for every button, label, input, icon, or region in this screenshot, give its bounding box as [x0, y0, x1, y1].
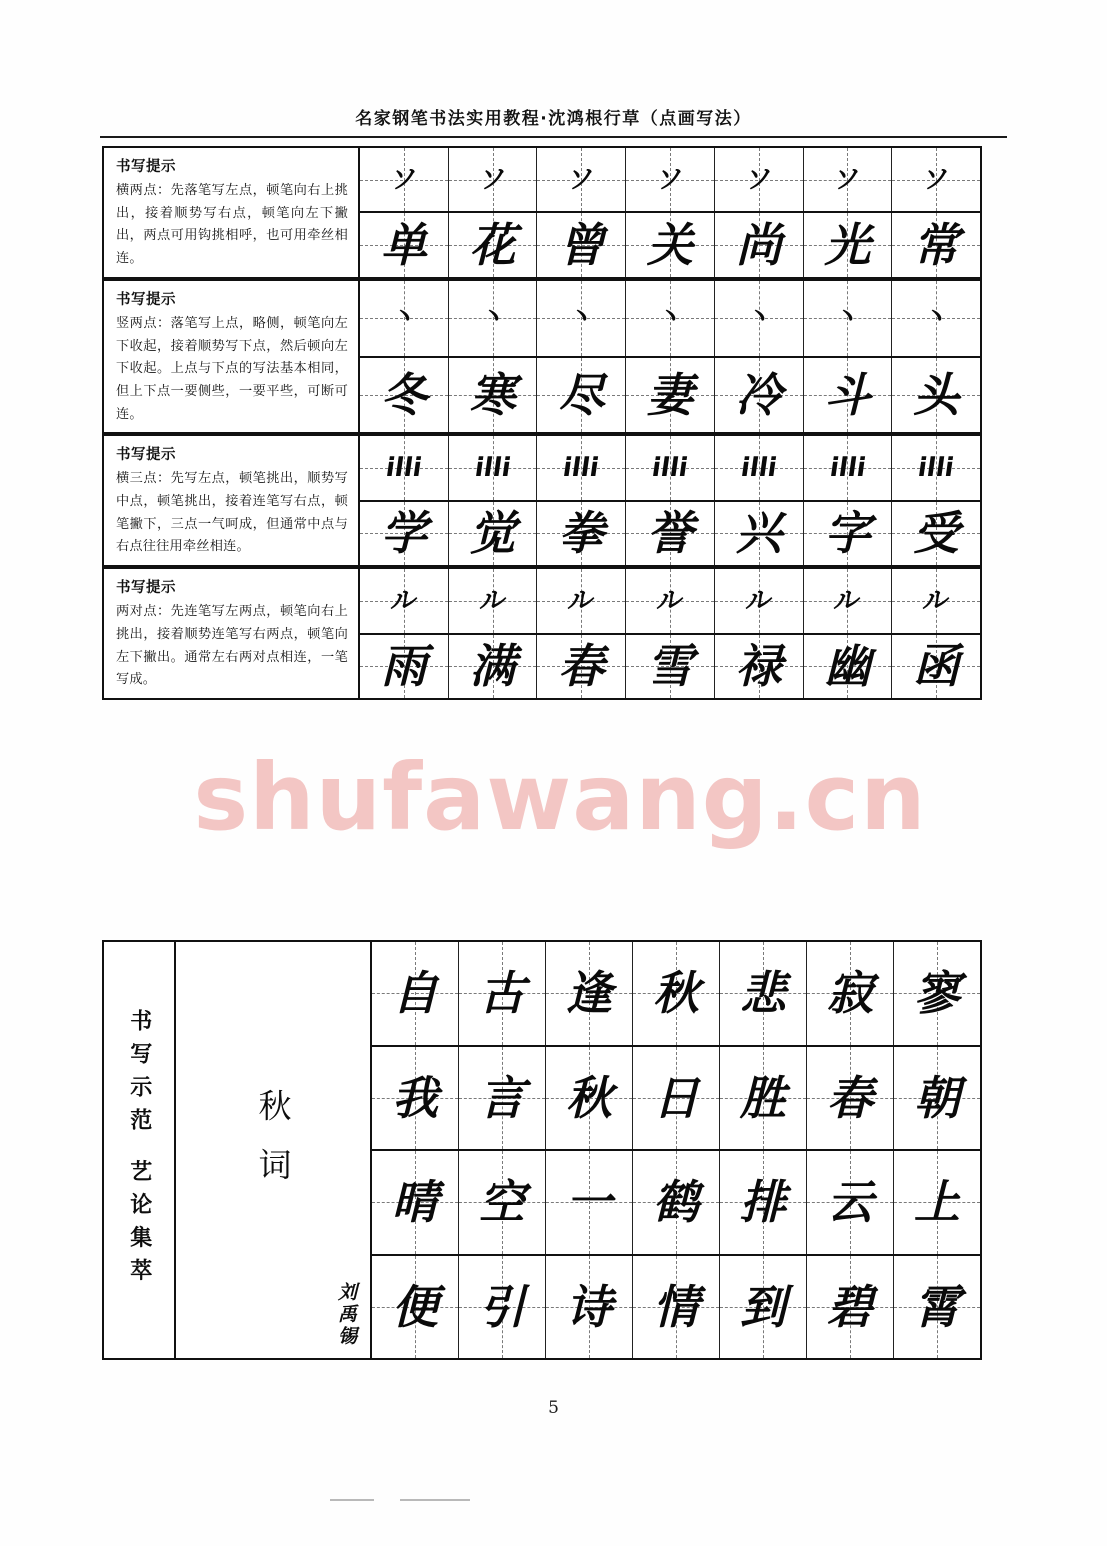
character-cell — [360, 358, 449, 433]
stroke-glyph: ル — [743, 585, 774, 616]
practice-grid — [360, 281, 980, 433]
stroke-glyph: ル — [654, 585, 686, 616]
character-cell — [537, 502, 626, 565]
poem-glyph: 寂 — [827, 966, 873, 1021]
tip-text: 两对点：先连笔写左两点，顿笔向右上挑出，接着顺势连笔写右两点，顿笔向左下撇出。通常左右两对点相连，一笔写成。 — [116, 604, 348, 688]
character-cell — [449, 635, 538, 698]
character-cell — [626, 635, 715, 698]
poem-cell — [546, 1047, 633, 1150]
stroke-cell — [626, 148, 715, 211]
character-glyph: 春 — [558, 639, 605, 694]
stroke-glyph: 丶 — [921, 303, 952, 334]
poem-cell — [720, 1047, 807, 1150]
character-cell — [715, 213, 804, 276]
poem-glyph: 云 — [827, 1175, 873, 1230]
character-glyph: 学 — [380, 506, 427, 561]
character-glyph: 斗 — [824, 367, 871, 422]
poem-glyph: 日 — [653, 1070, 699, 1125]
poem-title-column — [176, 942, 372, 1358]
poem-cell — [633, 1047, 720, 1150]
stroke-cell — [892, 148, 980, 211]
stroke-glyph: illi — [472, 453, 513, 484]
character-cell — [626, 213, 715, 276]
writing-tip-panel — [104, 281, 360, 433]
tip-heading: 书写提示 — [116, 580, 176, 597]
poem-glyph: 晴 — [392, 1175, 438, 1230]
character-glyph: 尽 — [558, 367, 605, 422]
poem-glyph: 引 — [479, 1279, 525, 1334]
stroke-glyph: ソ — [743, 164, 774, 195]
lesson-block — [104, 148, 980, 281]
character-cell — [360, 213, 449, 276]
poem-glyph: 古 — [479, 966, 525, 1021]
poem-glyph: 逢 — [566, 966, 612, 1021]
stroke-glyph: illi — [738, 453, 779, 484]
page-header-title: 名家钢笔书法实用教程·沈鸿根行草（点画写法） — [355, 109, 752, 129]
stroke-glyph: illi — [916, 453, 957, 484]
demo-section-label-text: 书写示范 艺论集萃 — [126, 1008, 152, 1292]
tip-text: 横三点：先写左点，顿笔挑出，顺势写中点，顿笔挑出，接着连笔写右点，顿笔撇下，三点一气呵成，但通常中点与右点往往用牵丝相连。 — [116, 471, 348, 555]
stroke-cell — [360, 569, 449, 632]
poem-author: 刘禹锡 — [335, 1282, 357, 1348]
character-cell — [715, 635, 804, 698]
stroke-cell — [804, 436, 893, 499]
character-glyph: 单 — [380, 218, 427, 273]
tip-heading: 书写提示 — [116, 291, 176, 308]
poem-cell — [633, 1256, 720, 1359]
tip-text: 竖两点：落笔写上点，略侧，顿笔向左下收起，接着顺势写下点，然后顿向左下收起。上点与下点的写法基本相同，但上下点一要侧些，一要平些，可断可连。 — [116, 315, 348, 422]
character-glyph: 雪 — [647, 639, 694, 694]
stroke-glyph: ル — [566, 585, 597, 616]
stroke-demo-row — [360, 436, 980, 499]
stroke-glyph: ル — [388, 585, 419, 616]
stroke-cell — [892, 436, 980, 499]
stroke-demo-row — [360, 148, 980, 211]
stroke-glyph: ソ — [921, 164, 952, 195]
character-cell — [360, 502, 449, 565]
poem-glyph: 碧 — [827, 1279, 873, 1334]
character-glyph: 曾 — [558, 218, 605, 273]
stroke-glyph: 丶 — [388, 303, 419, 334]
character-cell — [537, 213, 626, 276]
character-cell — [626, 502, 715, 565]
poem-cell — [894, 1151, 980, 1254]
character-glyph: 函 — [913, 639, 960, 694]
stroke-glyph: illi — [827, 453, 868, 484]
stroke-cell — [449, 569, 538, 632]
poem-row — [372, 1047, 980, 1152]
poem-row — [372, 942, 980, 1047]
stroke-glyph: ソ — [566, 164, 597, 195]
lesson-block — [104, 569, 980, 698]
character-glyph: 头 — [913, 367, 960, 422]
header-divider-rule — [100, 136, 1007, 138]
stroke-cell — [537, 281, 626, 356]
footer-mark — [330, 1499, 374, 1501]
character-glyph: 幽 — [824, 639, 871, 694]
writing-tip-panel — [104, 148, 360, 277]
stroke-demo-row — [360, 569, 980, 632]
stroke-glyph: ル — [921, 585, 952, 616]
stroke-glyph: illi — [561, 453, 602, 484]
character-glyph: 觉 — [469, 506, 516, 561]
poem-glyph: 寥 — [914, 966, 960, 1021]
poem-glyph: 上 — [914, 1175, 960, 1230]
poem-cell — [720, 1256, 807, 1359]
stroke-glyph: illi — [383, 453, 424, 484]
poem-glyph: 悲 — [740, 966, 786, 1021]
character-glyph: 花 — [469, 218, 516, 273]
lesson-block — [104, 436, 980, 569]
calligraphy-demo-panel — [102, 940, 982, 1360]
stroke-glyph: ル — [832, 585, 863, 616]
poem-glyph: 春 — [827, 1070, 873, 1125]
stroke-cell — [537, 148, 626, 211]
character-cell — [892, 213, 980, 276]
poem-glyph: 空 — [479, 1175, 525, 1230]
poem-cell — [372, 1151, 459, 1254]
character-cell — [537, 358, 626, 433]
poem-glyph: 诗 — [566, 1279, 612, 1334]
poem-cell — [546, 1151, 633, 1254]
practice-grid — [360, 436, 980, 565]
poem-glyph: 自 — [392, 966, 438, 1021]
practice-grid — [360, 569, 980, 698]
writing-tip-panel — [104, 569, 360, 698]
character-glyph: 受 — [913, 506, 960, 561]
tip-heading: 书写提示 — [116, 159, 176, 175]
character-glyph: 冷 — [735, 367, 782, 422]
stroke-cell — [715, 148, 804, 211]
character-example-row — [360, 500, 980, 565]
poem-glyph: 鹤 — [653, 1175, 699, 1230]
character-cell — [626, 358, 715, 433]
lesson-block — [104, 281, 980, 437]
stroke-cell — [715, 436, 804, 499]
poem-cell — [546, 942, 633, 1045]
poem-glyph: 我 — [392, 1070, 438, 1125]
poem-cell — [720, 1151, 807, 1254]
practice-grid — [360, 148, 980, 277]
character-glyph: 尚 — [735, 218, 782, 273]
poem-cell — [894, 1047, 980, 1150]
poem-glyph: 霄 — [914, 1279, 960, 1334]
stroke-glyph: illi — [650, 453, 690, 484]
character-glyph: 雨 — [380, 639, 427, 694]
poem-glyph: 排 — [740, 1175, 786, 1230]
poem-cell — [372, 942, 459, 1045]
stroke-cell — [892, 281, 980, 356]
poem-cell — [459, 1047, 546, 1150]
stroke-cell — [626, 569, 715, 632]
character-glyph: 寒 — [469, 367, 516, 422]
poem-cell — [894, 942, 980, 1045]
stroke-glyph: ル — [477, 585, 508, 616]
stroke-cell — [360, 148, 449, 211]
poem-row — [372, 1256, 980, 1359]
poem-glyph: 到 — [740, 1279, 786, 1334]
poem-cell — [807, 1047, 894, 1150]
page-number: 5 — [548, 1398, 559, 1418]
character-glyph: 拳 — [558, 506, 605, 561]
poem-cell — [372, 1047, 459, 1150]
character-cell — [715, 502, 804, 565]
demo-section-label — [104, 942, 176, 1358]
stroke-cell — [892, 569, 980, 632]
stroke-demo-row — [360, 281, 980, 356]
poem-cell — [633, 942, 720, 1045]
footer-mark — [400, 1499, 470, 1501]
character-glyph: 禄 — [735, 639, 782, 694]
character-glyph: 光 — [824, 218, 871, 273]
stroke-cell — [626, 281, 715, 356]
poem-glyph: 言 — [479, 1070, 525, 1125]
character-example-row — [360, 356, 980, 433]
character-glyph: 誉 — [647, 506, 694, 561]
tip-text: 横两点：先落笔写左点，顿笔向右上挑出，接着顺势写右点，顿笔向左下撇出，两点可用钩挑相呼，也可用牵丝相连。 — [116, 183, 348, 267]
stroke-glyph: ソ — [832, 164, 863, 195]
stroke-glyph: ソ — [654, 164, 686, 195]
character-cell — [449, 358, 538, 433]
poem-cell — [633, 1151, 720, 1254]
stroke-glyph: 丶 — [566, 303, 597, 334]
tip-heading: 书写提示 — [116, 447, 176, 464]
stroke-cell — [449, 281, 538, 356]
stroke-cell — [804, 569, 893, 632]
stroke-cell — [626, 436, 715, 499]
poem-glyph: 胜 — [740, 1070, 786, 1125]
poem-cell — [807, 1256, 894, 1359]
character-cell — [892, 358, 980, 433]
character-cell — [537, 635, 626, 698]
character-cell — [804, 213, 893, 276]
character-glyph: 常 — [913, 218, 960, 273]
lesson-blocks-container — [102, 146, 982, 700]
character-cell — [892, 502, 980, 565]
poem-cell — [807, 1151, 894, 1254]
poem-glyph: 秋 — [653, 966, 699, 1021]
stroke-glyph: 丶 — [477, 303, 508, 334]
stroke-glyph: 丶 — [832, 303, 863, 334]
character-cell — [715, 358, 804, 433]
poem-cell — [546, 1256, 633, 1359]
stroke-cell — [715, 281, 804, 356]
writing-tip-panel — [104, 436, 360, 565]
character-glyph: 满 — [469, 639, 516, 694]
stroke-cell — [804, 148, 893, 211]
poem-cell — [894, 1256, 980, 1359]
poem-cell — [459, 1151, 546, 1254]
poem-cell — [807, 942, 894, 1045]
poem-cell — [372, 1256, 459, 1359]
stroke-cell — [537, 436, 626, 499]
poem-cell — [720, 942, 807, 1045]
character-glyph: 兴 — [735, 506, 782, 561]
character-cell — [449, 502, 538, 565]
stroke-glyph: 丶 — [654, 303, 686, 334]
character-glyph: 妻 — [647, 367, 694, 422]
stroke-cell — [804, 281, 893, 356]
stroke-cell — [537, 569, 626, 632]
character-example-row — [360, 633, 980, 698]
site-watermark: shufawang.cn — [193, 744, 927, 851]
poem-glyph: 情 — [653, 1279, 699, 1334]
character-example-row — [360, 211, 980, 276]
character-cell — [449, 213, 538, 276]
character-glyph: 字 — [824, 506, 871, 561]
poem-row — [372, 1151, 980, 1256]
stroke-cell — [449, 436, 538, 499]
poem-character-grid — [372, 942, 980, 1358]
character-glyph: 关 — [647, 218, 694, 273]
stroke-glyph: ソ — [388, 164, 419, 195]
poem-glyph: 一 — [566, 1175, 612, 1230]
poem-title: 秋词 — [253, 1088, 293, 1207]
stroke-cell — [360, 281, 449, 356]
stroke-cell — [715, 569, 804, 632]
character-cell — [360, 635, 449, 698]
character-cell — [804, 358, 893, 433]
character-glyph: 冬 — [380, 367, 427, 422]
poem-cell — [459, 1256, 546, 1359]
character-cell — [804, 635, 893, 698]
poem-glyph: 便 — [392, 1279, 438, 1334]
poem-glyph: 秋 — [566, 1070, 612, 1125]
character-cell — [892, 635, 980, 698]
stroke-glyph: 丶 — [743, 303, 774, 334]
stroke-cell — [360, 436, 449, 499]
footer-scan-marks — [330, 1498, 510, 1502]
stroke-glyph: ソ — [477, 164, 508, 195]
stroke-cell — [449, 148, 538, 211]
character-cell — [804, 502, 893, 565]
poem-glyph: 朝 — [914, 1070, 960, 1125]
poem-cell — [459, 942, 546, 1045]
